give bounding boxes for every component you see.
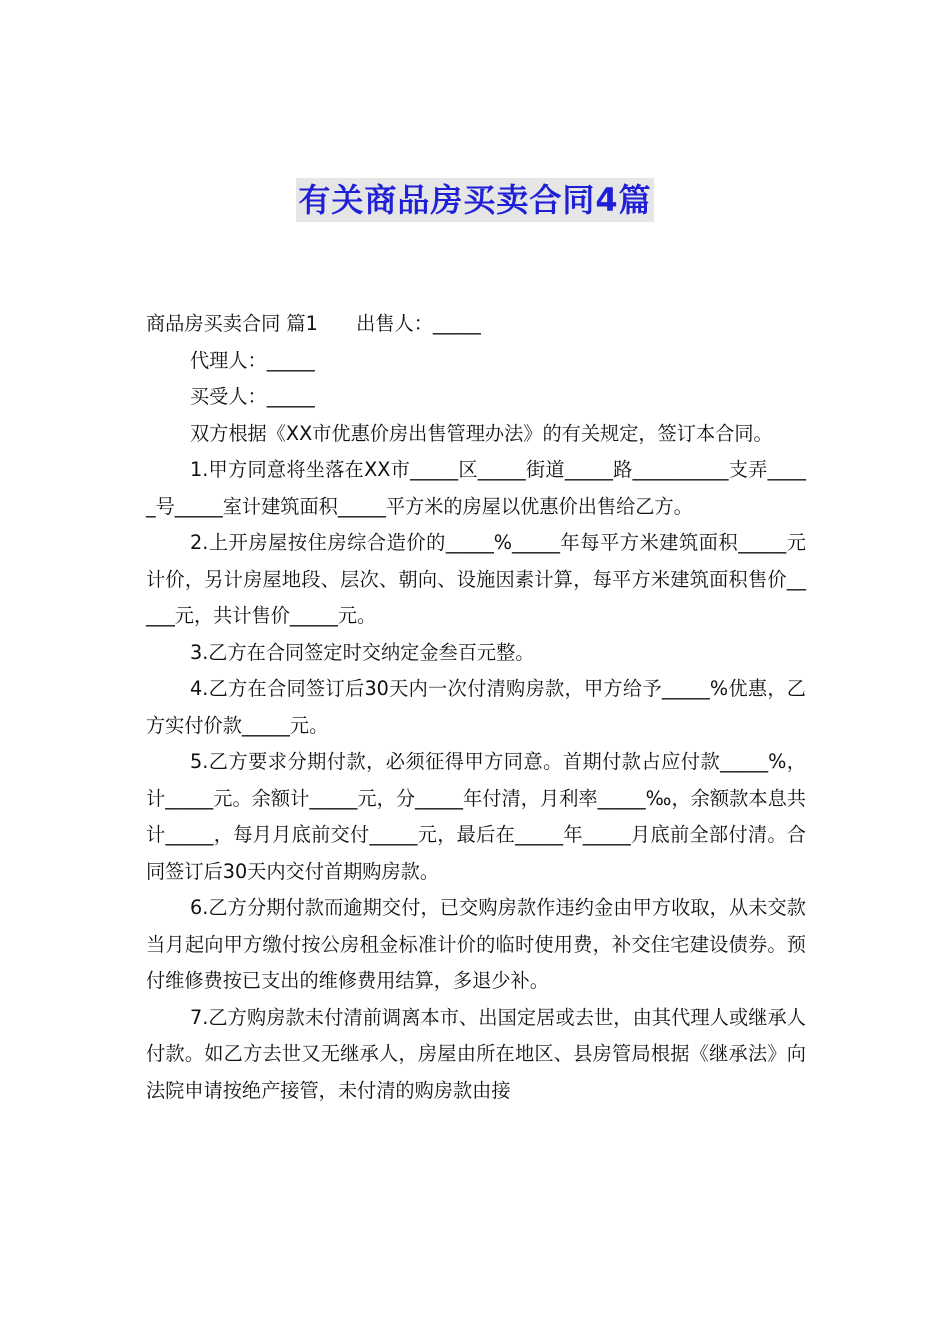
paragraph: 买受人：_____ — [190, 385, 315, 408]
paragraph: 7.乙方购房款未付清前调离本市、出国定居或去世，由其代理人或继承人付款。如乙方去世又无继承人，房屋由所在地区、县房管局根据《继承法》向法院申请按绝产接管，未付清的购房款由接 — [146, 1005, 806, 1102]
paragraph: 3.乙方在合同签定时交纳定金叁百元整。 — [190, 640, 535, 664]
paragraph: 6.乙方分期付款而逾期交付，已交购房款作违约金由甲方收取，从未交款当月起向甲方缴付按公房租金标准计价的临时使用费，补交住宅建设债券。预付维修费按已支出的维修费用结算，多退少补。 — [146, 896, 806, 992]
title-container — [0, 178, 950, 222]
paragraph: 1.甲方同意将坐落在XX市_____区_____街道_____路__________支弄_____号_____室计建筑面积_____平方米的房屋以优惠价出售给乙方。 — [146, 458, 806, 518]
document-body — [146, 306, 806, 1109]
paragraph: 2.上开房屋按住房综合造价的_____%_____年每平方米建筑面积_____元计价，另计房屋地段、层次、朝向、设施因素计算，每平方米建筑面积售价_____元，共计售价_____元。 — [146, 531, 806, 627]
paragraph: 4.乙方在合同签订后30天内一次付清购房款，甲方给予_____%优惠，乙方实付价款_____元。 — [146, 677, 806, 737]
paragraph: 代理人：_____ — [190, 348, 315, 372]
paragraph: 商品房买卖合同 篇1 出售人：_____ — [146, 312, 481, 335]
paragraph: 双方根据《XX市优惠价房出售管理办法》的有关规定，签订本合同。 — [190, 421, 773, 445]
document-title: 有关商品房买卖合同4篇 — [296, 178, 653, 222]
paragraph: 5.乙方要求分期付款，必须征得甲方同意。首期付款占应付款_____%，计_____元。余额计_____元，分_____年付清，月利率_____‰，余额款本息共计_____，每月月底前交付_____元，最后在_____年_____月底前全部付清。合同签订后30天内交付首期购房款。 — [146, 750, 806, 883]
